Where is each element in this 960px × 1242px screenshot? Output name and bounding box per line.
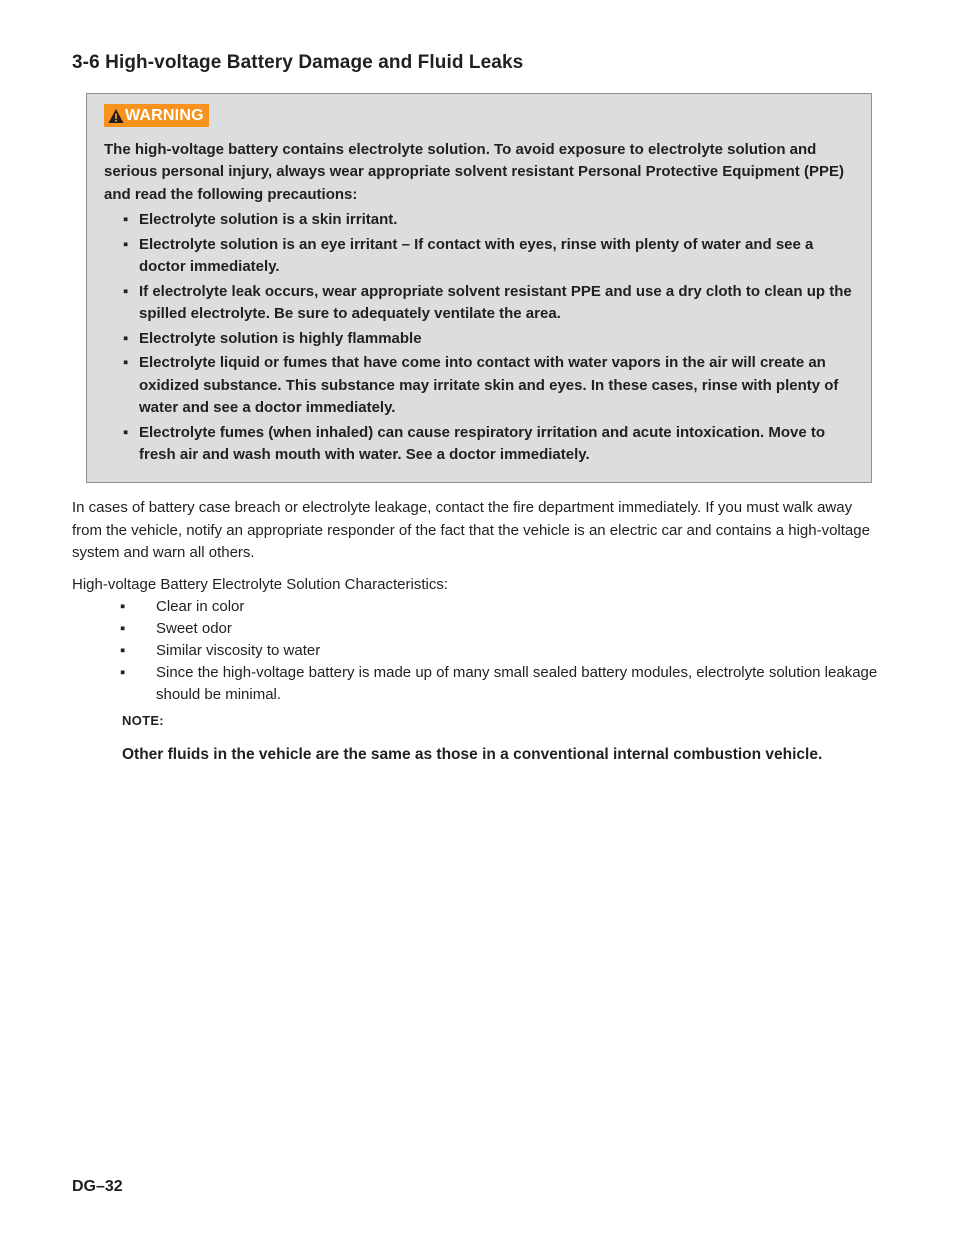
- bullet: ▪: [123, 329, 129, 347]
- list-item: ▪ Electrolyte solution is a skin irritant.: [104, 209, 855, 232]
- list-item: ▪ Electrolyte fumes (when inhaled) can cause respiratory irritation and acute intoxication. Move to fresh air and wash mouth with water. See a doctor immediately.: [123, 423, 825, 463]
- bullet: ▪: [123, 423, 129, 441]
- bullet: ▪: [123, 235, 129, 253]
- bullet: ▪: [123, 282, 129, 300]
- list-item: ▪ Electrolyte liquid or fumes that have come into contact with water vapors in the air will create an oxidized substance. This substance may irritate skin and eyes. In these cases, rinse with plenty of water and see a doctor immediately.: [123, 354, 839, 416]
- bullet: ▪: [120, 642, 126, 659]
- list-item: ▪ Similar viscosity to water: [72, 640, 882, 662]
- bullet: ▪: [120, 598, 126, 615]
- warning-badge: [104, 104, 209, 127]
- bullet: ▪: [120, 664, 126, 681]
- warning-intro: The high-voltage battery contains electrolyte solution. To avoid exposure to electrolyte solution and serious personal injury, always wear appropriate solvent resistant Personal Protective Equipment (PPE) and read the following precautions:: [104, 140, 844, 203]
- bullet: ▪: [123, 354, 129, 371]
- list-item: ▪ Sweet odor: [72, 618, 882, 640]
- characteristics-heading: High-voltage Battery Electrolyte Solution Characteristics:: [72, 576, 448, 593]
- bullet: ▪: [123, 211, 129, 228]
- section-title: 3-6 High-voltage Battery Damage and Fluid Leaks: [72, 52, 524, 73]
- warning-box: [86, 93, 872, 483]
- bullet: ▪: [120, 620, 126, 637]
- note-label: NOTE:: [122, 713, 164, 728]
- list-item: ▪ Electrolyte solution is highly flammable: [104, 328, 855, 351]
- body-paragraph: In cases of battery case breach or electrolyte leakage, contact the fire department immediately. If you must walk away from the vehicle, notify an appropriate responder of the fact that the vehicle is an electric car and contains a high-voltage system and warn all others.: [72, 499, 870, 561]
- note-text: Other fluids in the vehicle are the same as those in a conventional internal combustion vehicle.: [122, 746, 823, 763]
- list-item: ▪ If electrolyte leak occurs, wear appropriate solvent resistant PPE and use a dry cloth to clean up the spilled electrolyte. Be sure to adequately ventilate the area.: [123, 282, 852, 322]
- warning-label: WARNING: [125, 106, 204, 124]
- list-item: ▪ Electrolyte solution is an eye irritant – If contact with eyes, rinse with plenty of water and see a doctor immediately.: [123, 235, 814, 275]
- page-number: DG–32: [72, 1178, 123, 1195]
- list-item: ▪ Clear in color: [72, 596, 882, 618]
- warning-precautions-list: [104, 209, 855, 467]
- list-item: ▪ Since the high-voltage battery is made up of many small sealed battery modules, electrolyte solution leakage should be minimal.: [120, 664, 878, 703]
- characteristics-list: [72, 596, 882, 706]
- warning-triangle-icon: [108, 108, 124, 124]
